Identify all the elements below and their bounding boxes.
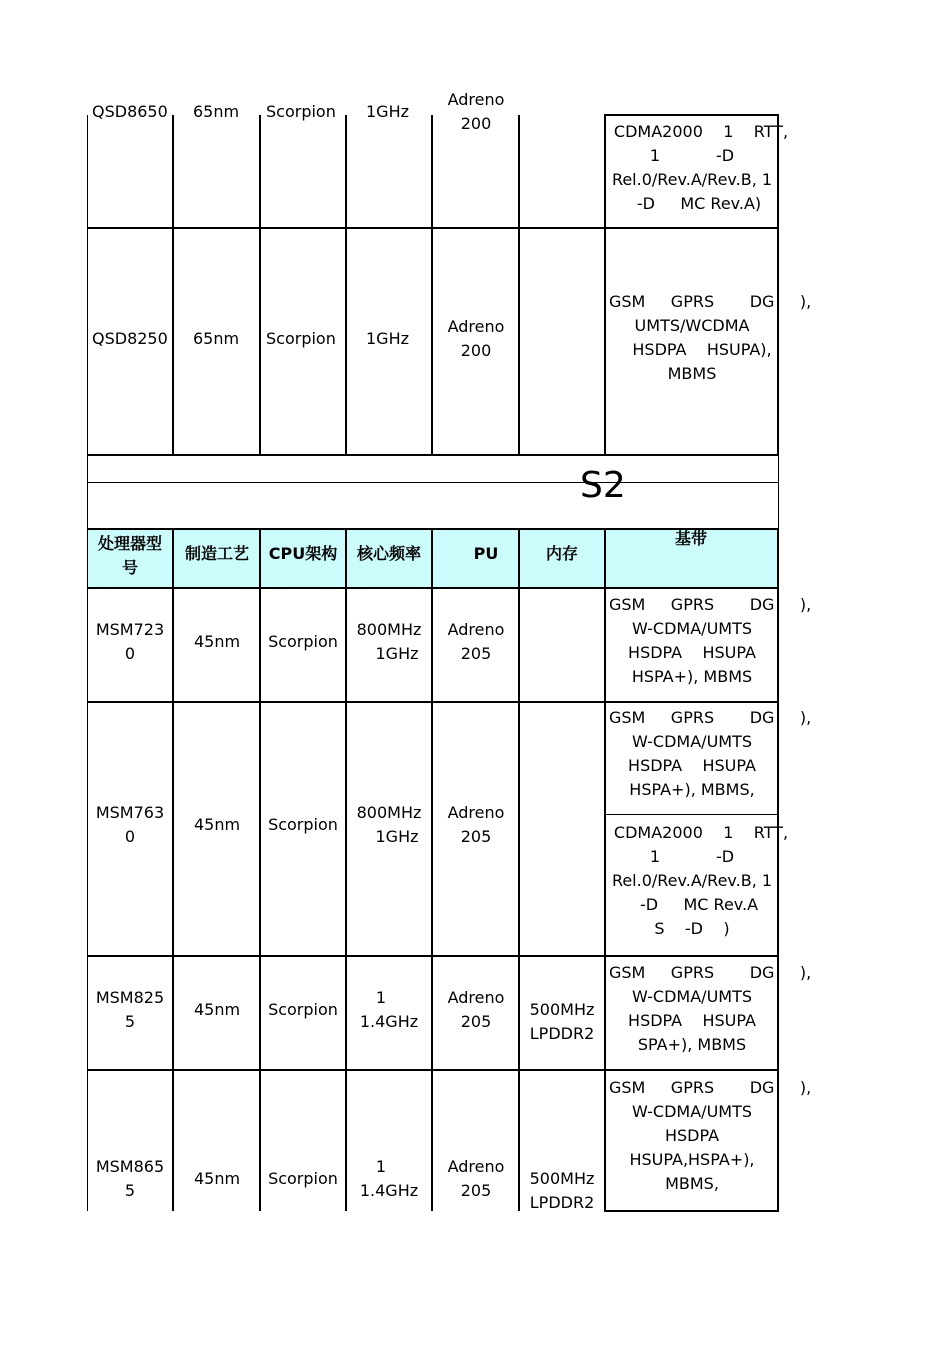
grid-line bbox=[605, 814, 778, 815]
baseband-line: HSDPA bbox=[664, 1126, 720, 1145]
model-line2: 5 bbox=[124, 1012, 136, 1031]
frequency-cell: 1GHz bbox=[366, 329, 410, 348]
model-line1: MSM865 bbox=[95, 1157, 165, 1176]
cpu-cell: Scorpion bbox=[268, 815, 338, 834]
grid-line bbox=[604, 1210, 779, 1212]
gpu-version: 205 bbox=[460, 1181, 492, 1200]
grid-line bbox=[345, 115, 347, 455]
header-baseband: 基带 bbox=[674, 529, 707, 548]
baseband-line: W-CDMA/UMTS bbox=[631, 1102, 753, 1121]
gpu-cell bbox=[433, 986, 519, 1034]
frequency-line2: 1GHz bbox=[375, 827, 419, 846]
section-title: S2 bbox=[580, 465, 626, 506]
frequency-cell bbox=[346, 986, 432, 1034]
frequency-line1: 800MHz bbox=[356, 803, 422, 822]
grid-line bbox=[87, 115, 88, 455]
process-cell: 45nm bbox=[193, 1169, 241, 1188]
baseband-line: HSUPA,HSPA+), bbox=[629, 1150, 755, 1169]
header-processor-model bbox=[88, 529, 172, 583]
process-cell: 45nm bbox=[193, 1000, 241, 1019]
grid-line bbox=[259, 115, 261, 455]
gpu-version: 200 bbox=[460, 114, 492, 133]
baseband-line: GSM GPRS DG ), bbox=[609, 963, 812, 982]
baseband-line: Rel.0/Rev.A/Rev.B, 1 bbox=[611, 170, 773, 189]
baseband-line: -D MC Rev.A bbox=[639, 895, 759, 914]
grid-line bbox=[604, 114, 779, 116]
cpu-cell: Scorpion bbox=[268, 1169, 338, 1188]
baseband-line: W-CDMA/UMTS bbox=[631, 732, 753, 751]
grid-line bbox=[87, 454, 779, 456]
processor-model-cell bbox=[88, 1155, 172, 1203]
baseband-line: Rel.0/Rev.A/Rev.B, 1 bbox=[611, 871, 773, 890]
gpu-version: 205 bbox=[460, 827, 492, 846]
grid-line bbox=[431, 115, 433, 455]
process-cell: 45nm bbox=[193, 815, 241, 834]
baseband-line: HSDPA HSUPA bbox=[628, 756, 756, 775]
frequency-cell: 1GHz bbox=[366, 102, 410, 121]
baseband-line: CDMA2000 1 RTT, bbox=[613, 823, 789, 842]
header-cpu: CPU架构 bbox=[268, 544, 338, 563]
gpu-name: Adreno bbox=[447, 988, 505, 1007]
gpu-cell bbox=[433, 801, 519, 849]
header-processor-model-line1: 处理器型 bbox=[97, 534, 162, 553]
grid-line bbox=[518, 115, 520, 455]
memory-type: LPDDR2 bbox=[529, 1193, 595, 1212]
cpu-cell: Scorpion bbox=[268, 632, 338, 651]
baseband-line: MBMS, bbox=[665, 1174, 719, 1193]
gpu-name: Adreno bbox=[447, 620, 505, 639]
process-cell: 65nm bbox=[193, 102, 240, 121]
gpu-name: Adreno bbox=[447, 803, 505, 822]
frequency-line2: 1.4GHz bbox=[359, 1181, 419, 1200]
memory-cell bbox=[519, 1167, 605, 1215]
baseband-line: UMTS/WCDMA bbox=[634, 316, 750, 335]
gpu-version: 200 bbox=[460, 341, 492, 360]
baseband-line: HSPA+), MBMS bbox=[631, 667, 753, 686]
header-gpu: PU bbox=[473, 544, 499, 563]
header-frequency: 核心频率 bbox=[356, 544, 421, 563]
baseband-line: GSM GPRS DG ), bbox=[609, 292, 812, 311]
baseband-line: W-CDMA/UMTS bbox=[631, 987, 753, 1006]
baseband-line: GSM GPRS DG ), bbox=[609, 595, 812, 614]
grid-line bbox=[87, 701, 779, 703]
processor-model-cell bbox=[88, 986, 172, 1034]
header-processor-model-line2: 号 bbox=[121, 558, 138, 577]
gpu-name: Adreno bbox=[447, 317, 505, 336]
frequency-line1: 1 bbox=[375, 988, 387, 1007]
gpu-cell bbox=[433, 618, 519, 666]
header-memory: 内存 bbox=[545, 544, 578, 563]
process-cell: 65nm bbox=[193, 329, 240, 348]
baseband-line: W-CDMA/UMTS bbox=[631, 619, 753, 638]
frequency-line2: 1GHz bbox=[375, 644, 419, 663]
cpu-cell: Scorpion bbox=[266, 329, 336, 348]
header-process: 制造工艺 bbox=[184, 544, 249, 563]
processor-model-cell bbox=[88, 618, 172, 666]
baseband-line: 1 -D bbox=[649, 847, 735, 866]
baseband-line: HSDPA HSUPA bbox=[628, 643, 756, 662]
memory-type: LPDDR2 bbox=[529, 1024, 595, 1043]
frequency-line1: 800MHz bbox=[356, 620, 422, 639]
grid-line bbox=[87, 455, 88, 529]
baseband-line: CDMA2000 1 RTT, bbox=[613, 122, 789, 141]
model-line1: MSM825 bbox=[95, 988, 165, 1007]
grid-line bbox=[87, 227, 779, 229]
grid-line bbox=[87, 1069, 779, 1071]
memory-speed: 500MHz bbox=[529, 1169, 595, 1188]
memory-speed: 500MHz bbox=[529, 1000, 595, 1019]
gpu-cell bbox=[433, 315, 519, 363]
gpu-version: 205 bbox=[460, 1012, 492, 1031]
frequency-line1: 1 bbox=[375, 1157, 387, 1176]
grid-line bbox=[87, 482, 778, 483]
model-line2: 0 bbox=[124, 644, 136, 663]
gpu-name: Adreno bbox=[447, 1157, 505, 1176]
cpu-cell: Scorpion bbox=[266, 102, 336, 121]
processor-model-cell: QSD8650 bbox=[92, 102, 168, 121]
grid-line bbox=[172, 115, 174, 455]
baseband-line: HSDPA HSUPA bbox=[628, 1011, 756, 1030]
model-line2: 0 bbox=[124, 827, 136, 846]
gpu-cell bbox=[433, 88, 519, 136]
frequency-cell bbox=[346, 618, 432, 666]
processor-model-cell: QSD8250 bbox=[92, 329, 168, 348]
model-line1: MSM723 bbox=[95, 620, 165, 639]
model-line2: 5 bbox=[124, 1181, 136, 1200]
baseband-line: HSPA+), MBMS, bbox=[629, 780, 755, 799]
baseband-line: 1 -D bbox=[649, 146, 735, 165]
baseband-line: SPA+), MBMS bbox=[637, 1035, 747, 1054]
grid-line bbox=[778, 455, 779, 529]
grid-line bbox=[87, 587, 779, 589]
frequency-cell bbox=[346, 801, 432, 849]
baseband-line: -D MC Rev.A) bbox=[636, 194, 762, 213]
gpu-version: 205 bbox=[460, 644, 492, 663]
frequency-line2: 1.4GHz bbox=[359, 1012, 419, 1031]
baseband-line: GSM GPRS DG ), bbox=[609, 1078, 812, 1097]
gpu-name: Adreno bbox=[447, 90, 505, 109]
frequency-cell bbox=[346, 1155, 432, 1203]
baseband-line: MBMS bbox=[667, 364, 717, 383]
processor-model-cell bbox=[88, 801, 172, 849]
memory-cell bbox=[519, 998, 605, 1046]
grid-line bbox=[87, 955, 779, 957]
baseband-line: S -D ) bbox=[654, 919, 730, 938]
cpu-cell: Scorpion bbox=[268, 1000, 338, 1019]
baseband-line: GSM GPRS DG ), bbox=[609, 708, 812, 727]
baseband-line: HSDPA HSUPA), bbox=[632, 340, 772, 359]
model-line1: MSM763 bbox=[95, 803, 165, 822]
process-cell: 45nm bbox=[193, 632, 241, 651]
gpu-cell bbox=[433, 1155, 519, 1203]
